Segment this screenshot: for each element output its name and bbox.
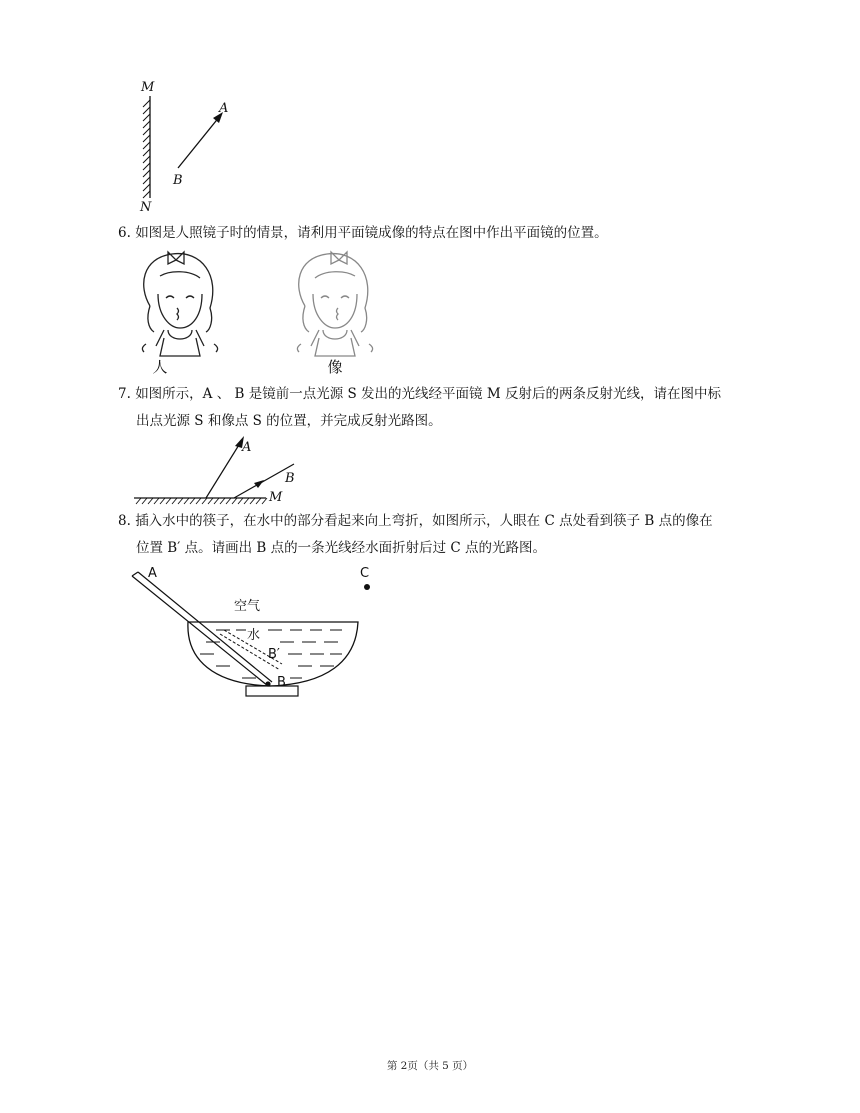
label-c: C [360,566,370,581]
question-8 [118,508,768,562]
label-b-prime: B′ [268,647,280,662]
label-n: N [140,200,152,215]
figure-girl-image [285,246,385,358]
question-number: 8. [118,513,131,529]
figure-girl-person [130,246,230,358]
caption-person: 人 [152,358,168,376]
question-text-line1: 如图所示，A 、 B 是镜前一点光源 S 发出的光线经平面镜 M 反射后的两条反射光线，请在图中标 [135,386,721,402]
question-7 [118,381,768,435]
question-text-line1: 插入水中的筷子，在水中的部分看起来向上弯折，如图所示，人眼在 C 点处看到筷子 B 点的像在 [135,513,713,529]
question-text-line2: 位置 B′ 点。请画出 B 点的一条光线经水面折射后过 C 点的光路图。 [136,540,546,556]
label-b: B [173,173,183,188]
caption-image: 像 [327,358,343,376]
figure-chopstick-bowl [130,562,380,702]
label-b: B [285,471,295,486]
question-number: 7. [118,386,131,402]
label-air: 空气 [234,599,261,614]
label-a: A [219,101,229,116]
question-6 [118,220,768,247]
label-a: A [148,566,157,581]
label-b: B [277,675,286,690]
question-number: 6. [118,225,131,241]
label-m: M [141,80,155,95]
label-a: A [242,440,252,455]
question-text: 如图是人照镜子时的情景，请利用平面镜成像的特点在图中作出平面镜的位置。 [135,225,608,241]
label-m: M [269,490,283,505]
question-text-line2: 出点光源 S 和像点 S 的位置，并完成反射光路图。 [136,413,442,429]
label-water: 水 [247,628,261,643]
page-footer: 第 2页（共 5 页） [386,1060,474,1072]
figure-plane-mirror [134,434,304,506]
figure-mirror-mn [130,76,240,216]
